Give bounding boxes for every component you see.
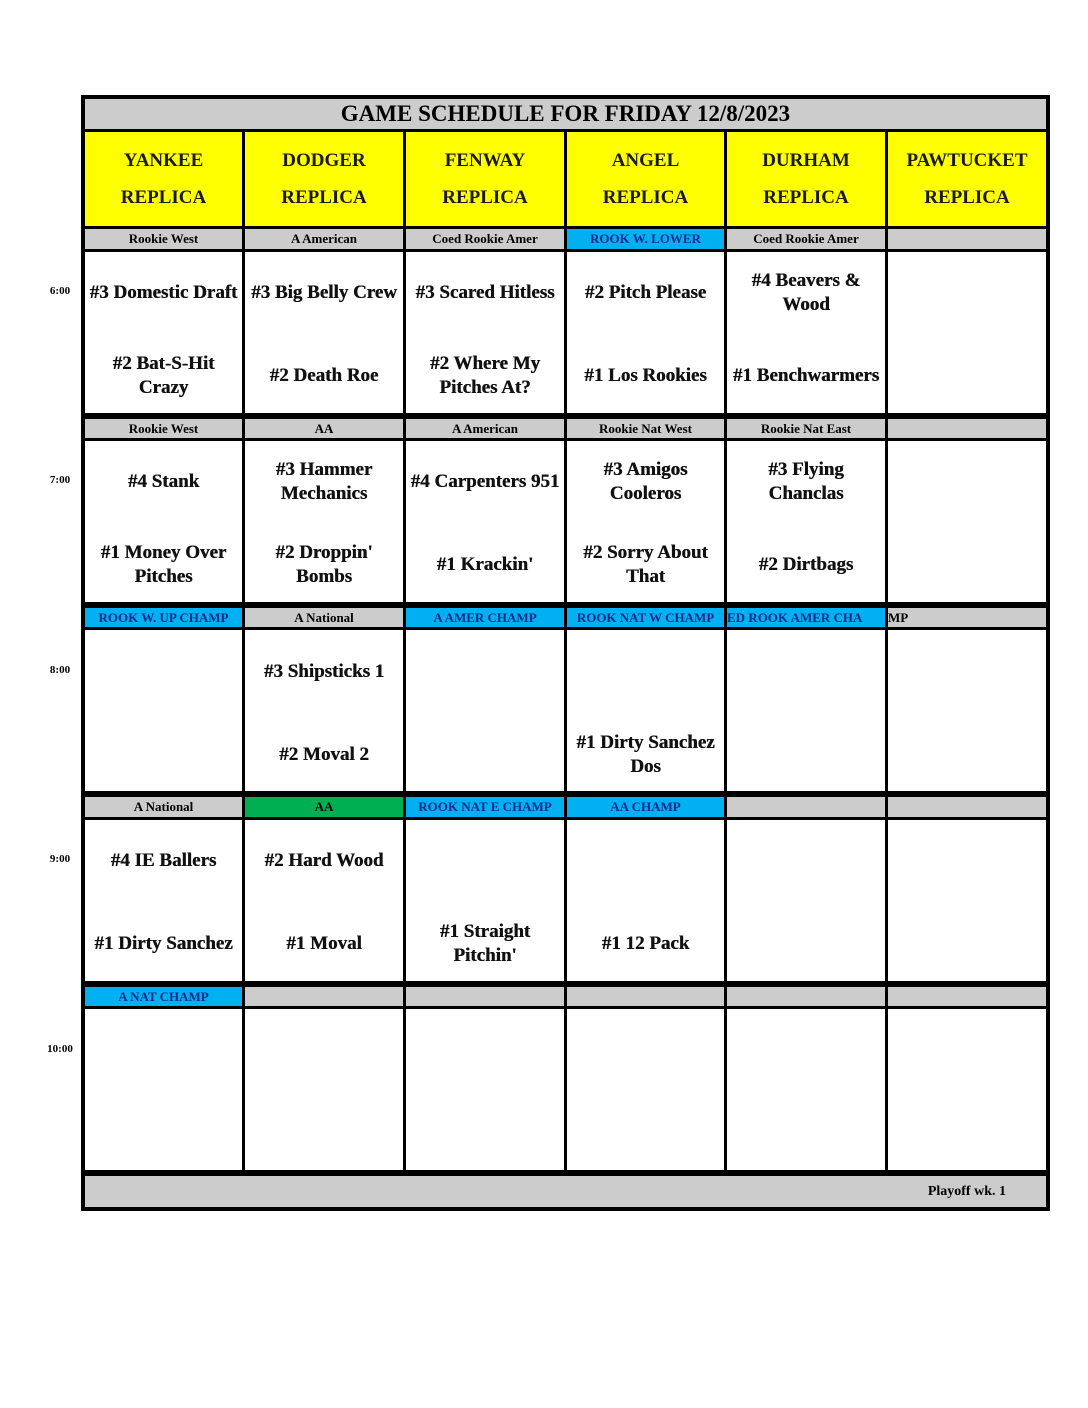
schedule-table	[81, 95, 1050, 1211]
away-team: #1 Moval	[286, 933, 362, 954]
field-header	[406, 132, 564, 226]
home-team	[567, 835, 724, 887]
game-slot	[727, 441, 885, 602]
home-team	[567, 1024, 724, 1076]
away-team: #1 Benchwarmers	[732, 365, 880, 386]
home-team	[888, 835, 1046, 887]
field-name: DURHAM	[762, 150, 850, 171]
division-label: Coed Rookie Amer	[406, 229, 564, 249]
division-label: Rookie Nat West	[567, 419, 724, 438]
home-team: #3 Amigos Cooleros	[603, 459, 688, 504]
field-header	[888, 132, 1046, 226]
time-label: 7:00	[49, 474, 71, 486]
away-team: #1 Dirty Sanchez Dos	[576, 732, 715, 777]
game-slot	[245, 441, 403, 602]
away-team	[888, 729, 1046, 781]
game-slot	[567, 441, 724, 602]
field-name: YANKEE	[123, 150, 204, 171]
home-team	[888, 456, 1046, 508]
game-slot	[406, 820, 564, 981]
game-slot	[888, 441, 1046, 602]
game-slot	[888, 252, 1046, 413]
time-label: 10:00	[47, 1043, 73, 1055]
away-team	[85, 1107, 242, 1159]
home-team: #3 Shipsticks 1	[263, 661, 385, 682]
field-header	[85, 132, 242, 226]
away-team: #2 Death Roe	[269, 365, 379, 386]
away-team: #2 Dirtbags	[758, 554, 854, 575]
field-header	[727, 132, 885, 226]
time-label: 8:00	[49, 664, 71, 676]
home-team: #4 Carpenters 951	[410, 471, 560, 492]
division-label: ROOK NAT E CHAMP	[406, 797, 564, 817]
field-type: REPLICA	[120, 187, 207, 208]
home-team: #3 Hammer Mechanics	[275, 459, 373, 504]
schedule-title: GAME SCHEDULE FOR FRIDAY 12/8/2023	[85, 99, 1046, 129]
home-team	[406, 1024, 564, 1076]
home-team	[245, 1024, 403, 1076]
division-label: AA	[245, 419, 403, 438]
field-type: REPLICA	[602, 187, 689, 208]
home-team: #4 Beavers & Wood	[751, 270, 861, 315]
away-team	[888, 350, 1046, 402]
division-label: A NAT CHAMP	[85, 987, 242, 1006]
home-team: #3 Flying Chanclas	[768, 459, 844, 504]
game-slot	[727, 252, 885, 413]
home-team	[727, 1024, 885, 1076]
footer-note: Playoff wk. 1	[85, 1176, 1046, 1207]
home-team	[727, 646, 885, 698]
away-team: #2 Moval 2	[279, 744, 369, 765]
field-type: REPLICA	[924, 187, 1010, 208]
game-slot	[85, 630, 242, 791]
away-team	[727, 1107, 885, 1159]
away-team	[406, 1107, 564, 1159]
game-slot	[567, 1009, 724, 1170]
division-label: MP	[888, 608, 1046, 627]
division-label: ROOK NAT W CHAMP	[567, 608, 724, 627]
home-team	[85, 646, 242, 698]
home-team	[888, 267, 1046, 319]
field-name: DODGER	[282, 150, 366, 171]
away-team	[888, 1107, 1046, 1159]
away-team: #1 12 Pack	[601, 933, 690, 954]
home-team: #2 Hard Wood	[264, 850, 384, 871]
division-label: ROOK W. UP CHAMP	[85, 608, 242, 627]
away-team: #2 Droppin' Bombs	[275, 542, 373, 587]
home-team: #3 Scared Hitless	[415, 282, 555, 303]
away-team: #1 Money Over Pitches	[100, 542, 227, 587]
away-team: #1 Straight Pitchin'	[439, 921, 531, 966]
home-team: #3 Big Belly Crew	[251, 282, 397, 303]
division-label: Rookie West	[85, 229, 242, 249]
game-slot	[85, 441, 242, 602]
division-label	[727, 797, 885, 817]
away-team: #2 Where My Pitches At?	[429, 353, 541, 398]
division-label: A AMER CHAMP	[406, 608, 564, 627]
division-label: Coed Rookie Amer	[727, 229, 885, 249]
away-team	[888, 539, 1046, 591]
home-team: #2 Pitch Please	[584, 282, 707, 303]
field-header	[567, 132, 724, 226]
division-label	[406, 987, 564, 1006]
game-slot	[245, 820, 403, 981]
division-label: A American	[245, 229, 403, 249]
division-label	[245, 987, 403, 1006]
game-slot	[406, 1009, 564, 1170]
away-team: #1 Dirty Sanchez	[94, 933, 233, 954]
home-team	[567, 646, 724, 698]
field-name: FENWAY	[444, 150, 526, 171]
game-slot	[245, 1009, 403, 1170]
game-slot	[85, 1009, 242, 1170]
field-type: REPLICA	[281, 187, 367, 208]
game-slot	[727, 630, 885, 791]
division-label: AA CHAMP	[567, 797, 724, 817]
away-team	[727, 729, 885, 781]
field-name: ANGEL	[611, 150, 680, 171]
division-label: ED ROOK AMER CHA	[727, 608, 885, 627]
home-team	[888, 1024, 1046, 1076]
division-label: ROOK W. LOWER	[567, 229, 724, 249]
home-team	[406, 835, 564, 887]
game-slot	[567, 820, 724, 981]
field-type: REPLICA	[442, 187, 528, 208]
time-label: 9:00	[49, 853, 71, 865]
game-slot	[567, 630, 724, 791]
game-slot	[888, 1009, 1046, 1170]
game-slot	[406, 252, 564, 413]
away-team: #2 Bat-S-Hit Crazy	[112, 353, 215, 398]
division-label: A American	[406, 419, 564, 438]
home-team	[888, 646, 1046, 698]
division-label: A National	[85, 797, 242, 817]
game-slot	[727, 820, 885, 981]
away-team	[85, 729, 242, 781]
away-team: #1 Los Rookies	[584, 365, 707, 386]
away-team	[567, 1107, 724, 1159]
division-label: Rookie Nat East	[727, 419, 885, 438]
division-label	[888, 419, 1046, 438]
game-slot	[85, 820, 242, 981]
home-team	[406, 646, 564, 698]
home-team: #4 Stank	[127, 471, 200, 492]
game-slot	[245, 252, 403, 413]
away-team: #2 Sorry About That	[583, 542, 708, 587]
game-slot	[406, 441, 564, 602]
field-type: REPLICA	[763, 187, 849, 208]
game-slot	[245, 630, 403, 791]
home-team: #3 Domestic Draft	[89, 282, 238, 303]
division-label	[567, 987, 724, 1006]
time-label: 6:00	[49, 285, 71, 297]
division-label: Rookie West	[85, 419, 242, 438]
field-name: PAWTUCKET	[906, 150, 1028, 171]
field-header	[245, 132, 403, 226]
division-label	[888, 797, 1046, 817]
away-team	[406, 729, 564, 781]
game-slot	[888, 820, 1046, 981]
division-label	[727, 987, 885, 1006]
home-team: #4 IE Ballers	[110, 850, 217, 871]
division-label	[888, 987, 1046, 1006]
game-slot	[567, 252, 724, 413]
game-slot	[727, 1009, 885, 1170]
division-label: A National	[245, 608, 403, 627]
home-team	[727, 835, 885, 887]
game-slot	[888, 630, 1046, 791]
away-team	[245, 1107, 403, 1159]
division-label: AA	[245, 797, 403, 817]
home-team	[85, 1024, 242, 1076]
game-slot	[85, 252, 242, 413]
game-slot	[406, 630, 564, 791]
away-team: #1 Krackin'	[436, 554, 534, 575]
division-label	[888, 229, 1046, 249]
away-team	[727, 918, 885, 970]
away-team	[888, 918, 1046, 970]
